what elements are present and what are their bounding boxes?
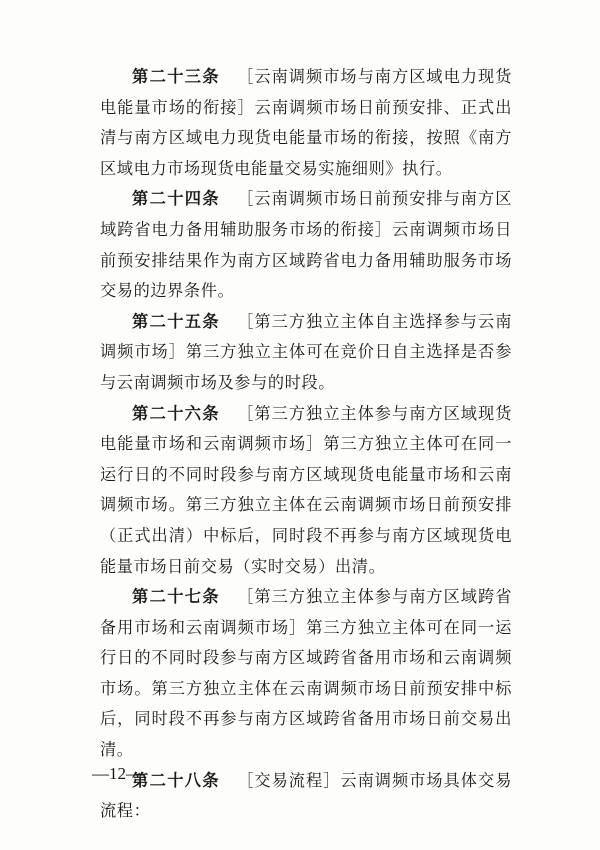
article-28 xyxy=(100,766,512,827)
article-number: 第二十三条 xyxy=(132,67,220,86)
article-number: 第二十七条 xyxy=(132,587,220,607)
article-text: ［云南调频市场日前预安排与南方区域跨省电力备用辅助服务市场的衔接］云南调频市场日前预安排结果作为南方区域跨省电力备用辅助服务市场交易的边界条件。 xyxy=(100,189,512,301)
article-number: 第二十六条 xyxy=(132,403,220,423)
article-text: ［第三方独立主体参与南方区域现货电能量市场和云南调频市场］第三方独立主体可在同一运行日的不同时段参与南方区域现货电能量市场和云南调频市场。第三方独立主体在云南调频市场日前预安排（正式出清）中标后，同时段不再参与南方区域现货电能量市场日前交易（实时交易）出清。 xyxy=(100,403,512,576)
page-number: —12— xyxy=(92,764,143,783)
article-number: 第二十四条 xyxy=(132,189,220,209)
article-text: ［交易流程］云南调频市场具体交易流程： xyxy=(100,770,512,821)
article-27 xyxy=(100,582,512,766)
article-text: ［云南调频市场与南方区域电力现货电能量市场的衔接］云南调频市场日前预安排、正式出清与南方区域电力现货电能量市场的衔接，按照《南方区域电力市场现货电能量交易实施细则》执行。 xyxy=(100,67,512,178)
article-25 xyxy=(100,307,512,399)
article-24 xyxy=(100,184,512,306)
article-23 xyxy=(100,62,512,184)
document-body xyxy=(100,62,512,827)
article-number: 第二十八条 xyxy=(132,770,220,790)
article-26 xyxy=(100,399,512,583)
article-text: ［第三方独立主体自主选择参与云南调频市场］第三方独立主体可在竞价日自主选择是否参与云南调频市场及参与的时段。 xyxy=(100,311,512,392)
article-number: 第二十五条 xyxy=(132,311,220,331)
article-text: ［第三方独立主体参与南方区域跨省备用市场和云南调频市场］第三方独立主体可在同一运行日的不同时段参与南方区域跨省备用市场和云南调频市场。第三方独立主体在云南调频市场日前预安排中标后，同时段不再参与南方区域跨省备用市场日前交易出清。 xyxy=(100,587,512,760)
